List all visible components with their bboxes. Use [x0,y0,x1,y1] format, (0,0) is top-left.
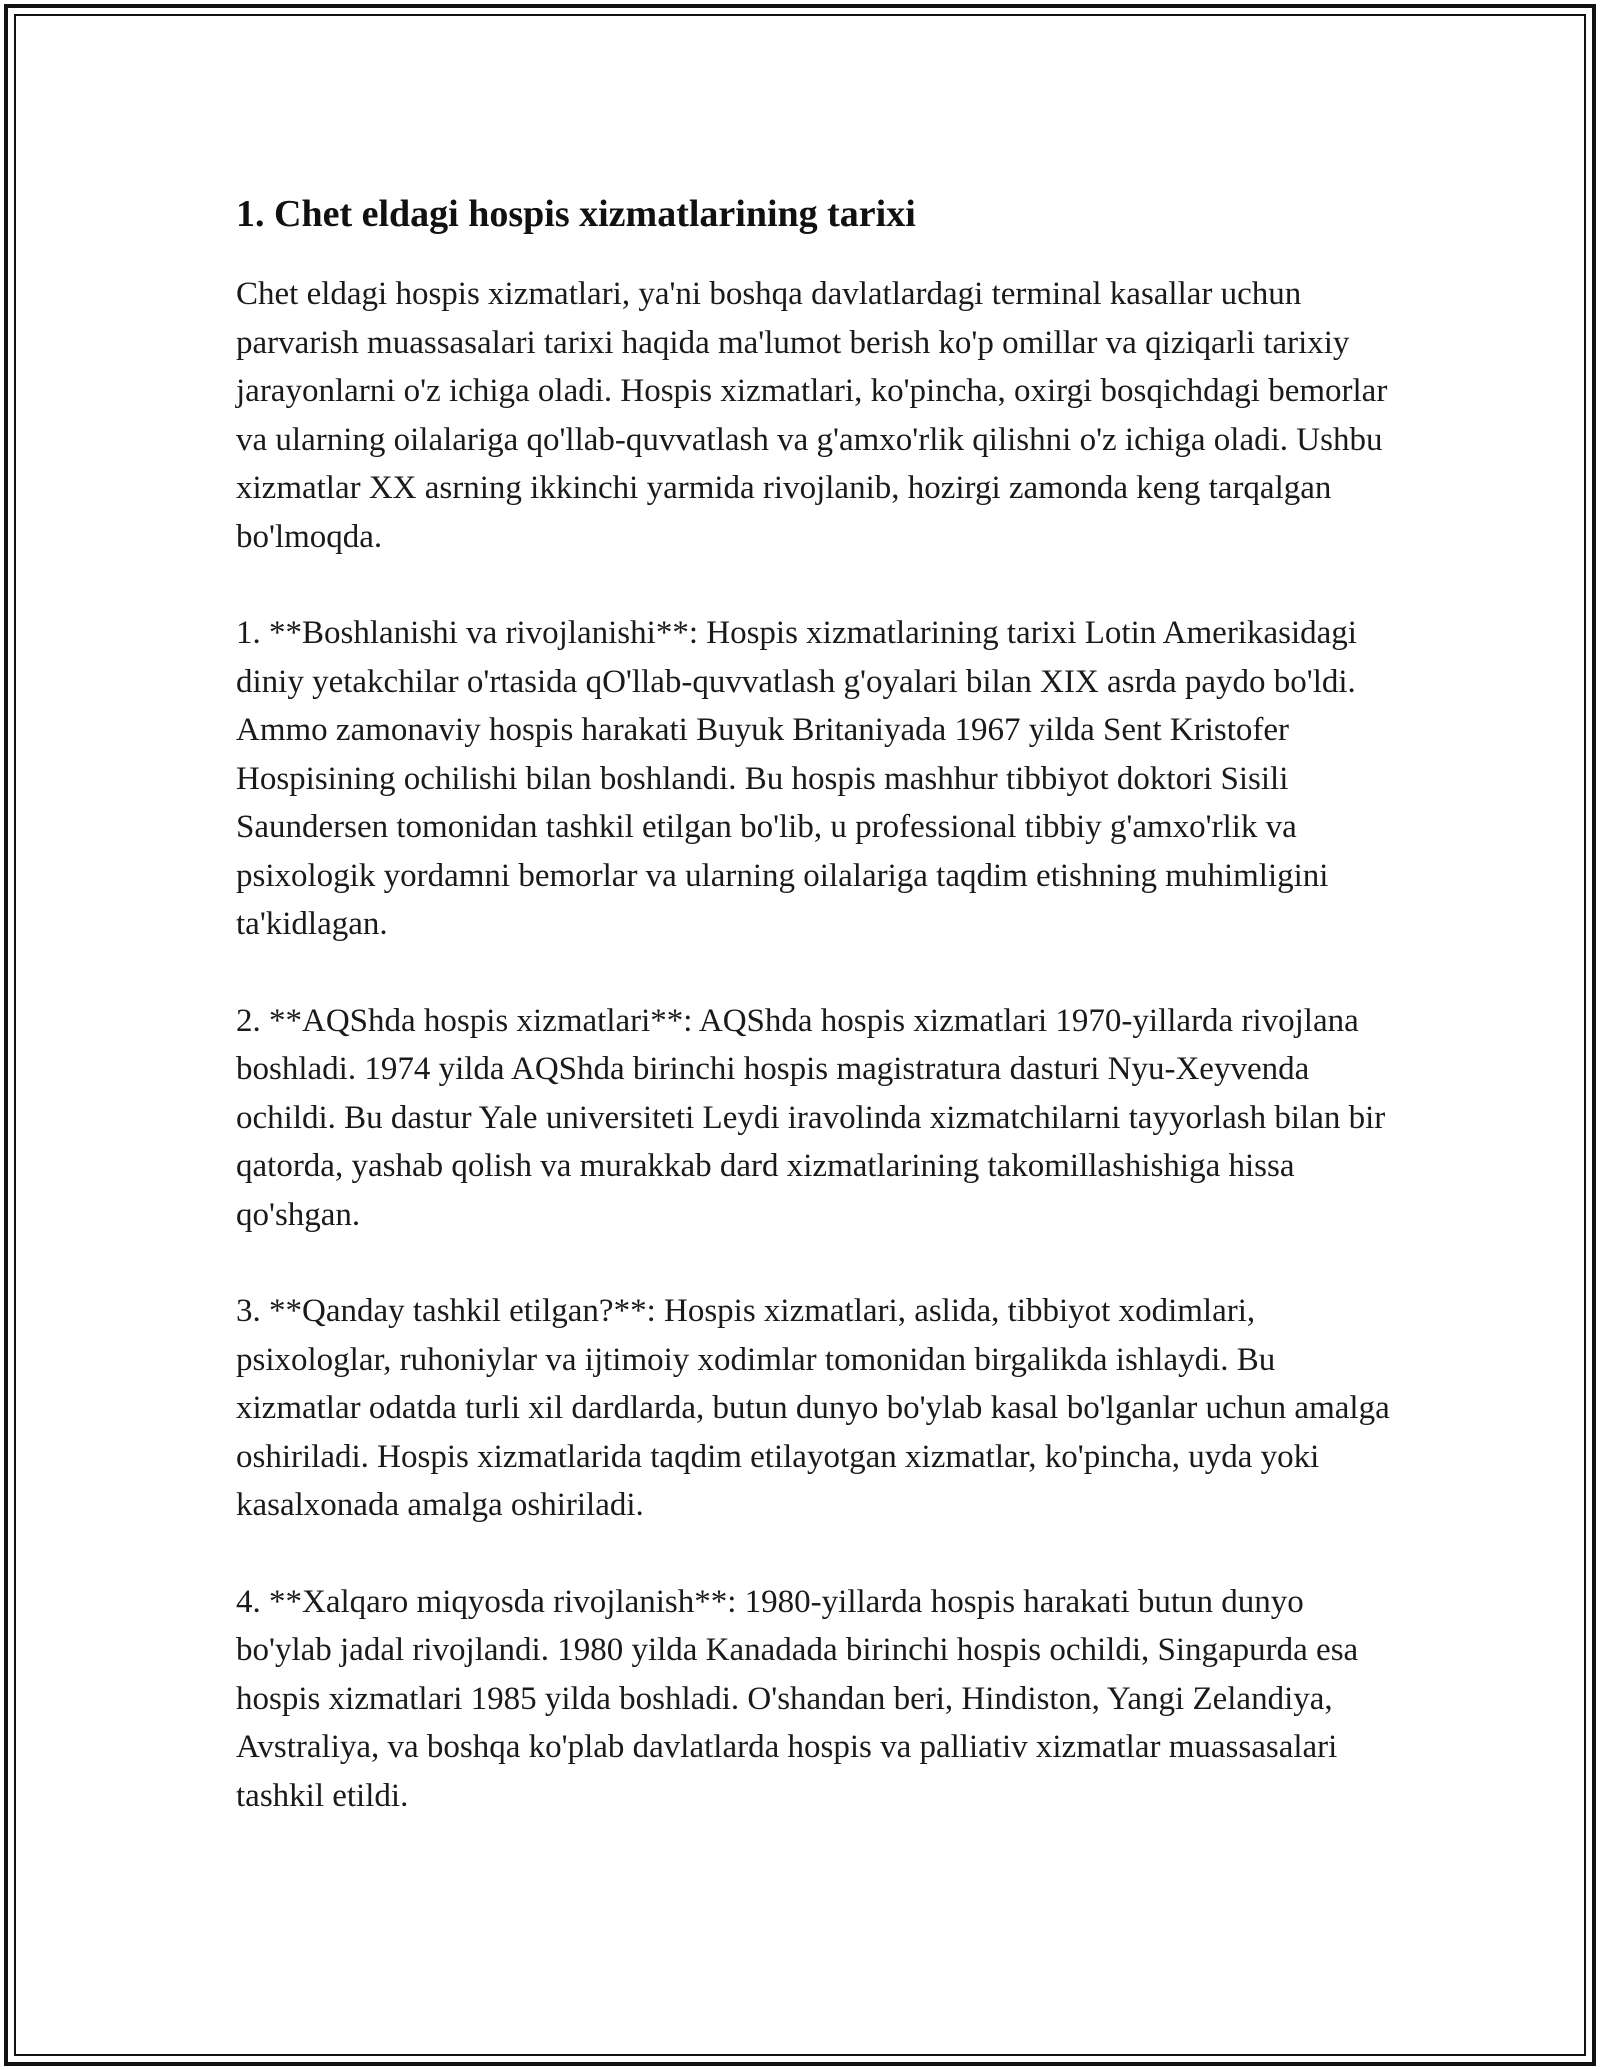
paragraph-item-3: 3. **Qanday tashkil etilgan?**: Hospis xizmatlari, aslida, tibbiyot xodimlari, psixologlar, ruhoniylar va ijtimoiy xodimlar tomonidan birgalikda ishlaydi. Bu xizmatlar odatda turli xil dardlarda, butun dunyo bo'ylab kasal bo'lganlar uchun amalga oshiriladi. Hospis xizmatlarida taqdim etilayotgan xizmatlar, ko'pincha, uyda yoki kasalxonada amalga oshiriladi. [236,1293,1390,1523]
paragraph-item-1: 1. **Boshlanishi va rivojlanishi**: Hospis xizmatlarining tarixi Lotin Amerikasidagi diniy yetakchilar o'rtasida qO'llab-quvvatlash g'oyalari bilan XIX asrda paydo bo'ldi. Ammo zamonaviy hospis harakati Buyuk Britaniyada 1967 yilda Sent Kristofer Hospisining ochilishi bilan boshlandi. Bu hospis mashhur tibbiyot doktori Sisili Saundersen tomonidan tashkil etilgan bo'lib, u professional tibbiy g'amxo'rlik va psixologik yordamni bemorlar va ularning oilalariga taqdim etishning muhimligini ta'kidlagan. [236,615,1357,942]
paragraph-intro: Chet eldagi hospis xizmatlari, ya'ni boshqa davlatlardagi terminal kasallar uchun parvarish muassasalari tarixi haqida ma'lumot berish ko'p omillar va qiziqarli tarixiy jarayonlarni o'z ichiga oladi. Hospis xizmatlari, ko'pincha, oxirgi bosqichdagi bemorlar va ularning oilalariga qo'llab-quvvatlash va g'amxo'rlik qilishni o'z ichiga oladi. Ushbu xizmatlar XX asrning ikkinchi yarmida rivojlanib, hozirgi zamonda keng tarqalgan bo'lmoqda. [236,276,1388,555]
paragraph-item-2: 2. **AQShda hospis xizmatlari**: AQShda hospis xizmatlari 1970-yillarda rivojlana boshladi. 1974 yilda AQShda birinchi hospis magistratura dasturi Nyu-Xeyvenda ochildi. Bu dastur Yale universiteti Leydi iravolinda xizmatchilarni tayyorlash bilan bir qatorda, yashab qolish va murakkab dard xizmatlarining takomillashishiga hissa qo'shgan. [236,1002,1386,1233]
document-title: 1. Chet eldagi hospis xizmatlarining tarixi [236,193,916,235]
paragraph-item-4: 4. **Xalqaro miqyosda rivojlanish**: 1980-yillarda hospis harakati butun dunyo bo'ylab jadal rivojlandi. 1980 yilda Kanadada birinchi hospis ochildi, Singapurda esa hospis xizmatlari 1985 yilda boshladi. O'shandan beri, Hindiston, Yangi Zelandiya, Avstraliya, va boshqa ko'plab davlatlarda hospis va palliativ xizmatlar muassasalari tashkil etildi. [236,1583,1359,1814]
document-body [236,186,1396,1868]
